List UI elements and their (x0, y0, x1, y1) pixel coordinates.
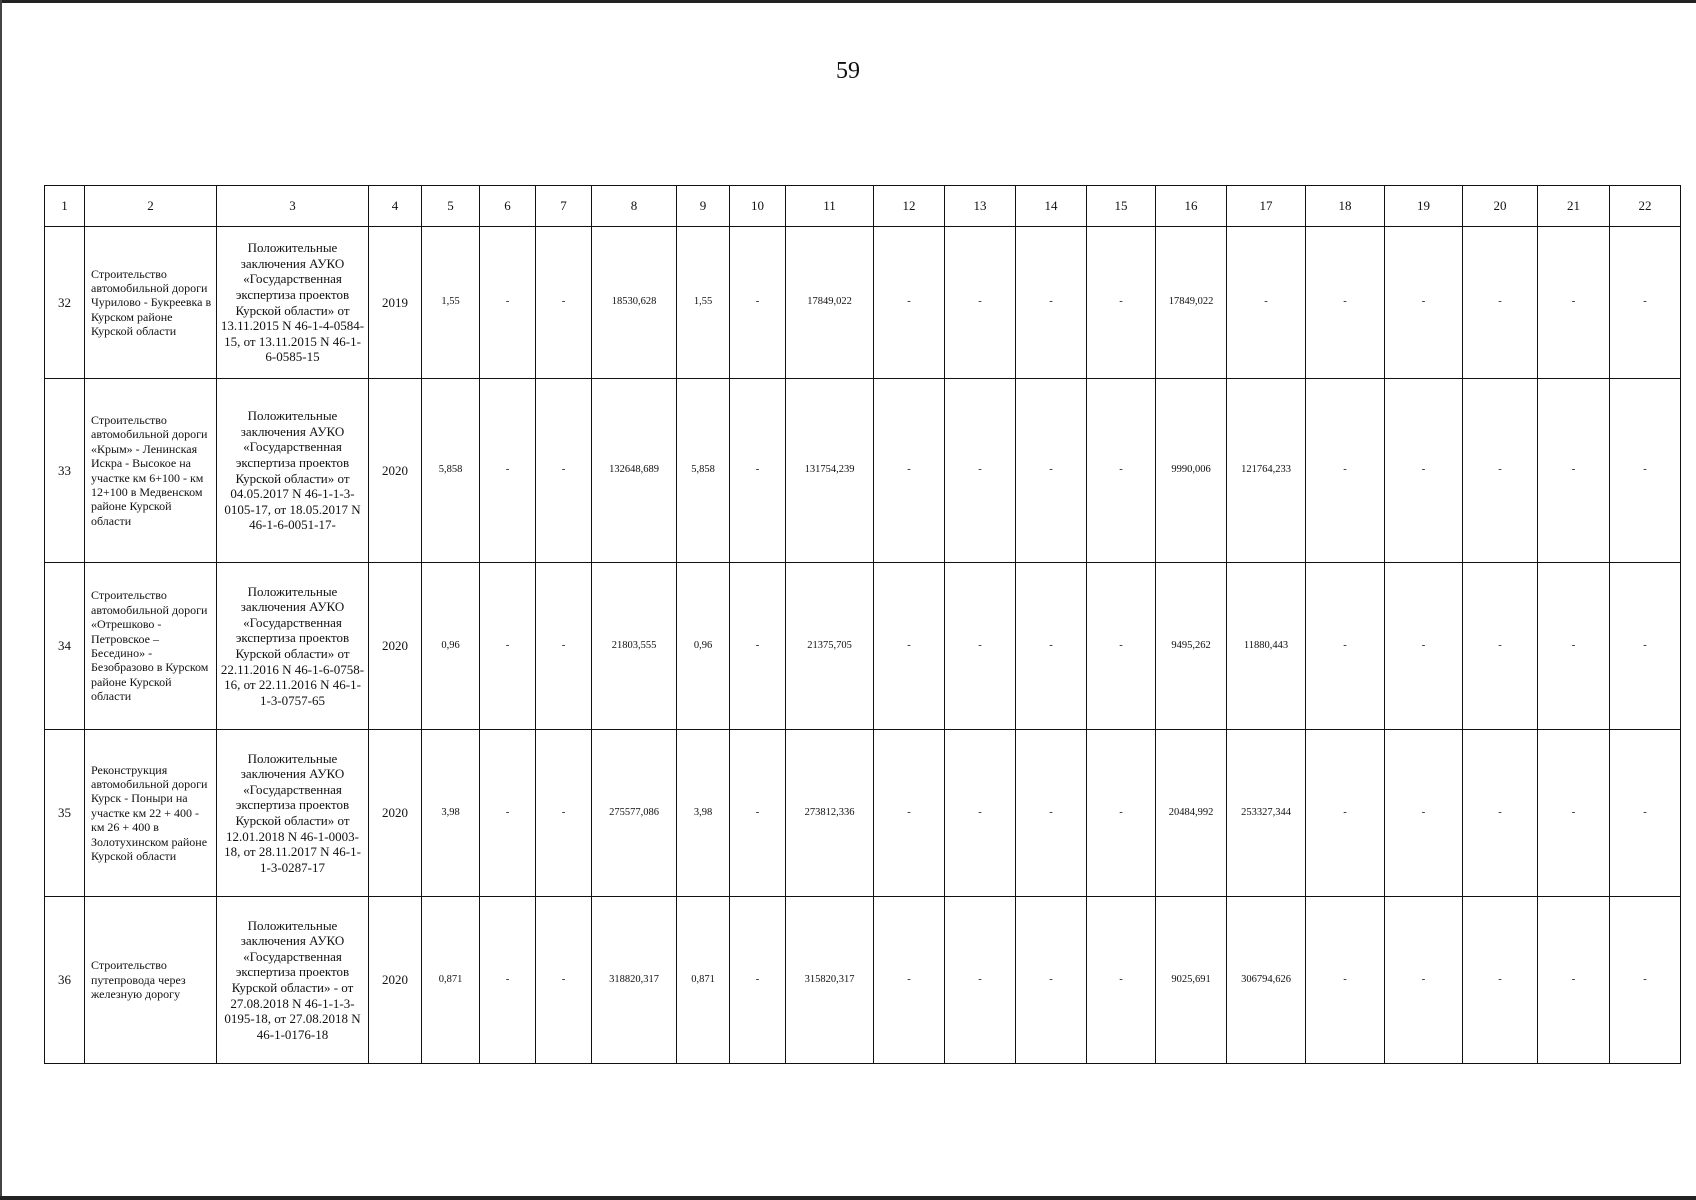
table-row (45, 379, 1681, 563)
value-cell: 253327,344 (1227, 730, 1306, 897)
column-number: 21 (1538, 186, 1610, 227)
value-cell: - (1463, 563, 1538, 730)
column-number: 8 (592, 186, 677, 227)
value-cell: - (536, 563, 592, 730)
row-number: 36 (45, 897, 85, 1064)
column-number: 12 (874, 186, 945, 227)
value-cell: - (1016, 379, 1087, 563)
object-name: Реконструкция автомобильной дороги Курск - Поныри на участке км 22 + 400 - км 26 + 400 в Золотухинском районе Курской области (85, 730, 217, 897)
value-cell: - (1385, 730, 1463, 897)
value-cell: - (1538, 730, 1610, 897)
value-cell: - (1306, 227, 1385, 379)
column-number: 5 (422, 186, 480, 227)
row-number: 35 (45, 730, 85, 897)
value-cell: - (1016, 897, 1087, 1064)
value-cell: - (1306, 730, 1385, 897)
value-cell: - (1538, 897, 1610, 1064)
scan-border-left (0, 0, 2, 1200)
value-cell: - (480, 379, 536, 563)
year-cell: 2020 (369, 379, 422, 563)
value-cell: - (1016, 730, 1087, 897)
value-cell: 18530,628 (592, 227, 677, 379)
value-cell: 17849,022 (786, 227, 874, 379)
value-cell: - (1385, 379, 1463, 563)
value-cell: - (536, 897, 592, 1064)
value-cell: - (1087, 379, 1156, 563)
value-cell: 315820,317 (786, 897, 874, 1064)
column-number: 14 (1016, 186, 1087, 227)
column-number: 6 (480, 186, 536, 227)
value-cell: - (730, 563, 786, 730)
value-cell: 131754,239 (786, 379, 874, 563)
value-cell: - (874, 730, 945, 897)
value-cell: - (480, 897, 536, 1064)
value-cell: 1,55 (422, 227, 480, 379)
value-cell: - (1016, 563, 1087, 730)
column-number: 10 (730, 186, 786, 227)
objects-table (44, 185, 1681, 1064)
value-cell: - (730, 897, 786, 1064)
object-name: Строительство автомобильной дороги «Отрешково - Петровское – Беседино» - Безобразово в Курском районе Курской области (85, 563, 217, 730)
value-cell: - (945, 563, 1016, 730)
value-cell: - (1538, 379, 1610, 563)
value-cell: 0,871 (422, 897, 480, 1064)
row-number: 34 (45, 563, 85, 730)
value-cell: 21803,555 (592, 563, 677, 730)
expertise-conclusion: Положительные заключения АУКО «Государственная экспертиза проектов Курской области» от 12.01.2018 N 46-1-0003-18, от 28.11.2017 N 46-1-1-3-0287-17 (217, 730, 369, 897)
object-name: Строительство путепровода через железную дорогу (85, 897, 217, 1064)
column-number: 2 (85, 186, 217, 227)
expertise-conclusion: Положительные заключения АУКО «Государственная экспертиза проектов Курской области» от 22.11.2016 N 46-1-6-0758-16, от 22.11.2016 N 46-1-1-3-0757-65 (217, 563, 369, 730)
value-cell: - (1227, 227, 1306, 379)
column-number: 1 (45, 186, 85, 227)
value-cell: - (730, 730, 786, 897)
column-number: 17 (1227, 186, 1306, 227)
column-number: 16 (1156, 186, 1227, 227)
value-cell: - (730, 379, 786, 563)
value-cell: 121764,233 (1227, 379, 1306, 563)
value-cell: - (874, 897, 945, 1064)
value-cell: 0,96 (677, 563, 730, 730)
value-cell: - (874, 227, 945, 379)
column-number: 20 (1463, 186, 1538, 227)
value-cell: - (536, 227, 592, 379)
year-cell: 2020 (369, 897, 422, 1064)
value-cell: - (1463, 897, 1538, 1064)
value-cell: 3,98 (677, 730, 730, 897)
value-cell: - (1306, 563, 1385, 730)
expertise-conclusion: Положительные заключения АУКО «Государственная экспертиза проектов Курской области» - от 27.08.2018 N 46-1-1-3-0195-18, от 27.08.2018 N 46-1-0176-18 (217, 897, 369, 1064)
value-cell: - (1306, 897, 1385, 1064)
column-number: 4 (369, 186, 422, 227)
value-cell: 318820,317 (592, 897, 677, 1064)
value-cell: - (1610, 563, 1681, 730)
value-cell: - (1463, 730, 1538, 897)
column-number: 22 (1610, 186, 1681, 227)
expertise-conclusion: Положительные заключения АУКО «Государственная экспертиза проектов Курской области» от 04.05.2017 N 46-1-1-3-0105-17, от 18.05.2017 N 46-1-6-0051-17- (217, 379, 369, 563)
value-cell: 9990,006 (1156, 379, 1227, 563)
year-cell: 2020 (369, 563, 422, 730)
value-cell: - (1087, 730, 1156, 897)
value-cell: 273812,336 (786, 730, 874, 897)
value-cell: - (536, 379, 592, 563)
value-cell: - (480, 563, 536, 730)
value-cell: - (480, 730, 536, 897)
value-cell: 0,871 (677, 897, 730, 1064)
table-row (45, 227, 1681, 379)
column-number: 15 (1087, 186, 1156, 227)
column-number: 13 (945, 186, 1016, 227)
value-cell: - (1610, 379, 1681, 563)
value-cell: - (1610, 227, 1681, 379)
value-cell: 3,98 (422, 730, 480, 897)
value-cell: - (1016, 227, 1087, 379)
column-number: 19 (1385, 186, 1463, 227)
scan-border-bottom (0, 1196, 1696, 1200)
value-cell: 20484,992 (1156, 730, 1227, 897)
table-header-row (45, 186, 1681, 227)
value-cell: - (1087, 227, 1156, 379)
value-cell: - (1538, 563, 1610, 730)
table-row (45, 563, 1681, 730)
row-number: 33 (45, 379, 85, 563)
value-cell: - (536, 730, 592, 897)
value-cell: 21375,705 (786, 563, 874, 730)
column-number: 3 (217, 186, 369, 227)
value-cell: - (1463, 379, 1538, 563)
column-number: 7 (536, 186, 592, 227)
value-cell: - (1385, 227, 1463, 379)
value-cell: 17849,022 (1156, 227, 1227, 379)
object-name: Строительство автомобильной дороги Чурилово - Букреевка в Курском районе Курской области (85, 227, 217, 379)
object-name: Строительство автомобильной дороги «Крым» - Ленинская Искра - Высокое на участке км 6+100 - км 12+100 в Медвенском районе Курской области (85, 379, 217, 563)
value-cell: 5,858 (677, 379, 730, 563)
value-cell: 1,55 (677, 227, 730, 379)
expertise-conclusion: Положительные заключения АУКО «Государственная экспертиза проектов Курской области» от 13.11.2015 N 46-1-4-0584-15, от 13.11.2015 N 46-1-6-0585-15 (217, 227, 369, 379)
value-cell: 9025,691 (1156, 897, 1227, 1064)
column-number: 18 (1306, 186, 1385, 227)
value-cell: - (945, 227, 1016, 379)
row-number: 32 (45, 227, 85, 379)
value-cell: - (1087, 563, 1156, 730)
value-cell: - (945, 730, 1016, 897)
value-cell: - (945, 379, 1016, 563)
scan-border-top (0, 0, 1696, 3)
value-cell: - (1463, 227, 1538, 379)
year-cell: 2019 (369, 227, 422, 379)
value-cell: - (1385, 563, 1463, 730)
year-cell: 2020 (369, 730, 422, 897)
value-cell: 275577,086 (592, 730, 677, 897)
value-cell: - (730, 227, 786, 379)
column-number: 9 (677, 186, 730, 227)
value-cell: 306794,626 (1227, 897, 1306, 1064)
value-cell: 11880,443 (1227, 563, 1306, 730)
table-row (45, 730, 1681, 897)
value-cell: - (945, 897, 1016, 1064)
value-cell: - (1538, 227, 1610, 379)
value-cell: - (1087, 897, 1156, 1064)
table-row (45, 897, 1681, 1064)
value-cell: 132648,689 (592, 379, 677, 563)
value-cell: 9495,262 (1156, 563, 1227, 730)
value-cell: 0,96 (422, 563, 480, 730)
value-cell: - (874, 563, 945, 730)
value-cell: - (480, 227, 536, 379)
value-cell: - (874, 379, 945, 563)
value-cell: - (1610, 897, 1681, 1064)
value-cell: 5,858 (422, 379, 480, 563)
value-cell: - (1306, 379, 1385, 563)
column-number: 11 (786, 186, 874, 227)
page-number: 59 (836, 58, 860, 84)
value-cell: - (1610, 730, 1681, 897)
value-cell: - (1385, 897, 1463, 1064)
